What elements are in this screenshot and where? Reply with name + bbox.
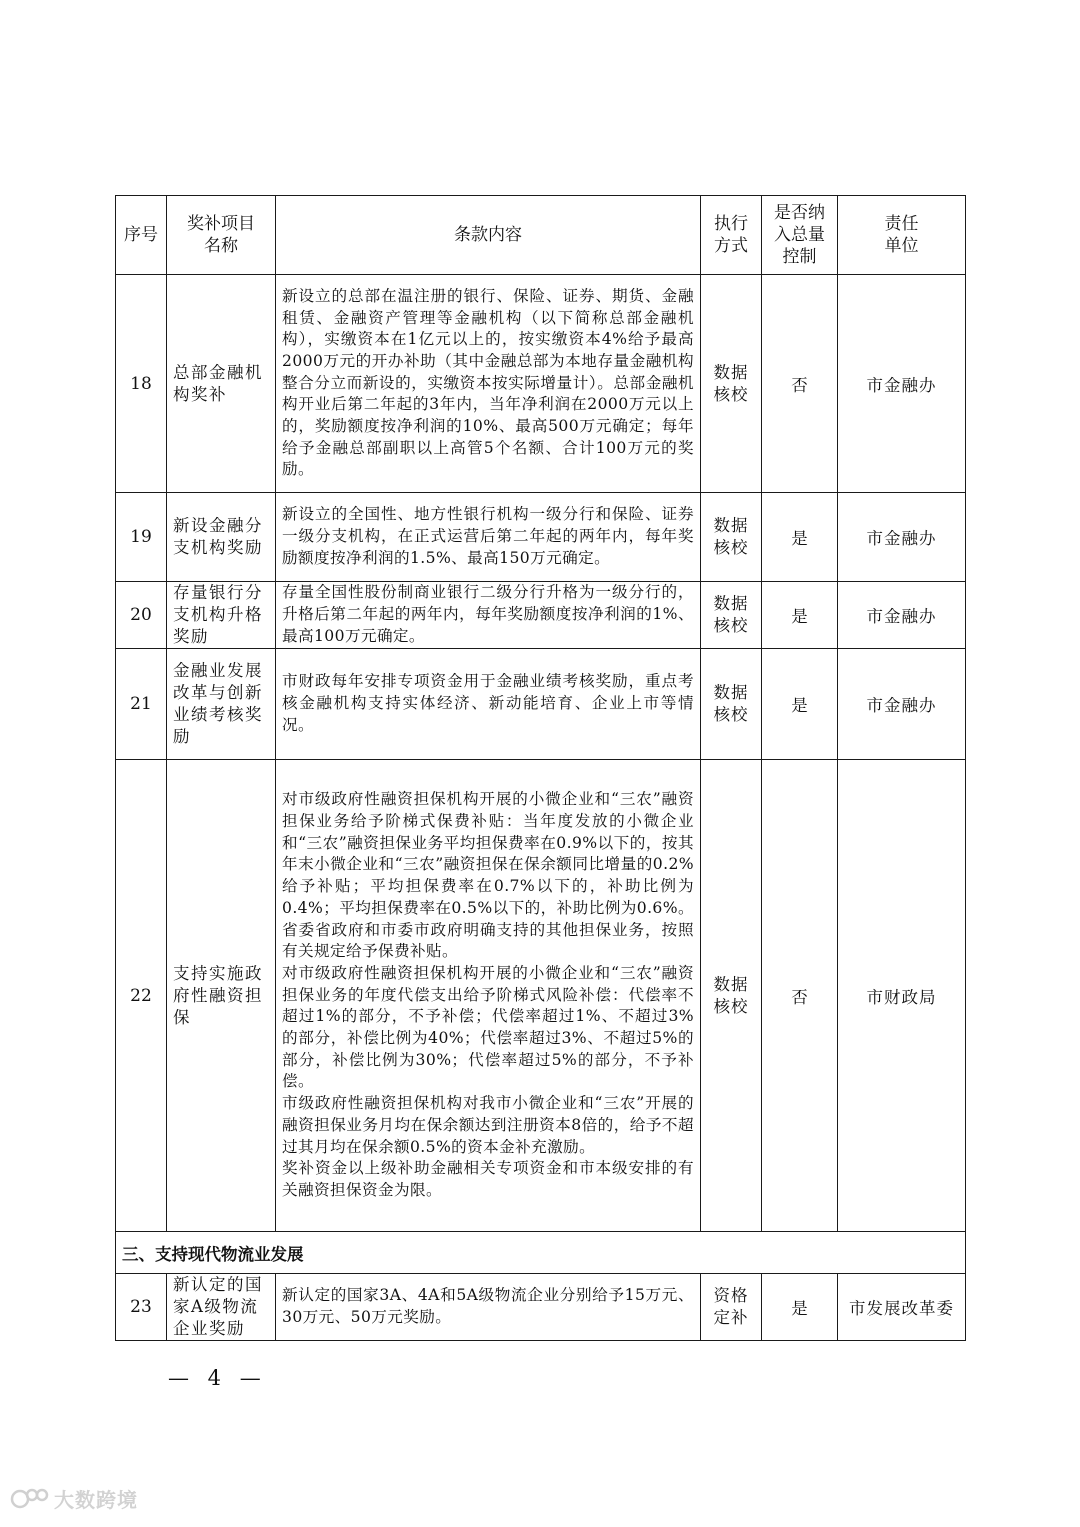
row-content (276, 493, 701, 582)
content-paragraph: 市级政府性融资担保机构对我市小微企业和“三农”开展的融资担保业务月均在保余额达到注册资本8倍的，给予不超过其月均在保余额0.5%的资本金补充激励。 (282, 1094, 694, 1156)
row-item-name: 支持实施政府性融资担保 (167, 760, 276, 1232)
row-item-name: 金融业发展改革与创新业绩考核奖励 (167, 649, 276, 760)
row-total-control: 是 (762, 649, 838, 760)
row-exec-method: 数据核校 (701, 582, 762, 649)
row-total-control: 是 (762, 1274, 838, 1341)
row-total-control: 是 (762, 582, 838, 649)
row-responsible-unit: 市金融办 (838, 582, 966, 649)
row-content (276, 1274, 701, 1341)
row-number: 19 (116, 493, 167, 582)
header-row (116, 196, 966, 275)
row-exec-method: 数据核校 (701, 760, 762, 1232)
row-exec-method: 数据核校 (701, 493, 762, 582)
table-header (116, 196, 966, 275)
table-row (116, 582, 966, 649)
row-item-name: 新认定的国家A级物流企业奖励 (167, 1274, 276, 1341)
watermark-logo-icon (10, 1485, 50, 1513)
content-paragraph: 新认定的国家3A、4A和5A级物流企业分别给予15万元、30万元、50万元奖励。 (282, 1286, 694, 1326)
row-number: 18 (116, 275, 167, 493)
row-responsible-unit: 市金融办 (838, 649, 966, 760)
row-content (276, 275, 701, 493)
header-name: 奖补项目名称 (167, 196, 276, 275)
section-title: 三、支持现代物流业发展 (116, 1232, 966, 1274)
row-content (276, 649, 701, 760)
table-row (116, 1274, 966, 1341)
table-row (116, 649, 966, 760)
row-exec-method: 数据核校 (701, 275, 762, 493)
content-paragraph: 对市级政府性融资担保机构开展的小微企业和“三农”融资担保业务的年度代偿支出给予阶梯式风险补偿：代偿率不超过1%的部分，不予补偿；代偿率超过1%、不超过3%的部分，补偿比例为40%；代偿率超过3%、不超过5%的部分，补偿比例为30%；代偿率超过5%的部分，不予补偿。 (282, 963, 694, 1091)
content-paragraph: 新设立的全国性、地方性银行机构一级分行和保险、证券一级分支机构，在正式运营后第二年起的两年内，每年奖励额度按净利润的1.5%、最高150万元确定。 (282, 505, 694, 567)
row-total-control: 否 (762, 275, 838, 493)
content-paragraph: 对市级政府性融资担保机构开展的小微企业和“三农”融资担保业务给予阶梯式保费补贴：当年度发放的小微企业和“三农”融资担保业务平均担保费率在0.9%以下的，按其年末小微企业和“三农”融资担保在保余额同比增量的0.2%给予补贴；平均担保费率在0.7%以下的，补助比例为0.4%；平均担保费率在0.5%以下的，补助比例为0.6%。省委省政府和市委市政府明确支持的其他担保业务，按照有关规定给予保费补贴。 (282, 790, 694, 961)
row-number: 20 (116, 582, 167, 649)
page-number: — 4 — (168, 1366, 267, 1390)
row-item-name: 总部金融机构奖补 (167, 275, 276, 493)
row-responsible-unit: 市发展改革委 (838, 1274, 966, 1341)
header-content: 条款内容 (276, 196, 701, 275)
row-total-control: 否 (762, 760, 838, 1232)
row-number: 21 (116, 649, 167, 760)
content-paragraph: 新设立的总部在温注册的银行、保险、证券、期货、金融租赁、金融资产管理等金融机构（以下简称总部金融机构），实缴资本在1亿元以上的，按实缴资本4%给予最高2000万元的开办补助（其中金融总部为本地存量金融机构整合分立而新设的，实缴资本按实际增量计）。总部金融机构开业后第二年起的3年内，当年净利润在2000万元以上的，奖励额度按净利润的10%、最高500万元确定；每年给予金融总部副职以上高管5个名额、合计100万元的奖励。 (282, 286, 694, 479)
row-exec-method: 数据核校 (701, 649, 762, 760)
row-exec-method: 资格定补 (701, 1274, 762, 1341)
content-paragraph: 存量全国性股份制商业银行二级分行升格为一级分行的，升格后第二年起的两年内，每年奖励额度按净利润的1%、最高100万元确定。 (282, 583, 694, 645)
row-content (276, 582, 701, 649)
header-no: 序号 (116, 196, 167, 275)
row-responsible-unit: 市金融办 (838, 493, 966, 582)
row-content (276, 760, 701, 1232)
row-responsible-unit: 市金融办 (838, 275, 966, 493)
policy-table (115, 195, 966, 1341)
table-row (116, 275, 966, 493)
header-unit: 责任单位 (838, 196, 966, 275)
table-row (116, 493, 966, 582)
watermark (10, 1484, 138, 1513)
watermark-text: 大数跨境 (54, 1488, 138, 1512)
row-number: 23 (116, 1274, 167, 1341)
content-paragraph: 奖补资金以上级补助金融相关专项资金和市本级安排的有关融资担保资金为限。 (282, 1159, 694, 1199)
row-total-control: 是 (762, 493, 838, 582)
row-item-name: 存量银行分支机构升格奖励 (167, 582, 276, 649)
row-item-name: 新设金融分支机构奖励 (167, 493, 276, 582)
section-row (116, 1232, 966, 1274)
row-number: 22 (116, 760, 167, 1232)
row-responsible-unit: 市财政局 (838, 760, 966, 1232)
header-exec: 执行方式 (701, 196, 762, 275)
header-total: 是否纳入总量控制 (762, 196, 838, 275)
content-paragraph: 市财政每年安排专项资金用于金融业绩考核奖励，重点考核金融机构支持实体经济、新动能培育、企业上市等情况。 (282, 672, 694, 734)
table-row (116, 760, 966, 1232)
